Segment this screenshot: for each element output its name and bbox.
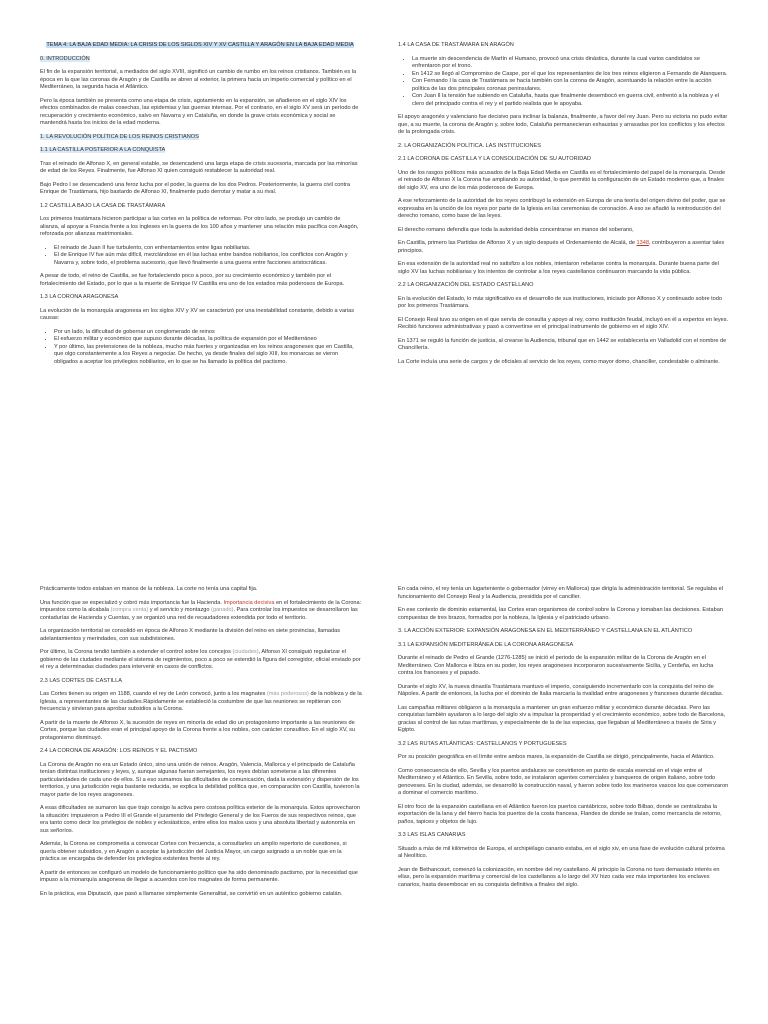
heading-s32: 3.2 LAS RUTAS ATLÁNTICAS: CASTELLANOS Y PORTUGUESES — [398, 740, 567, 747]
heading-s2: 2. LA ORGANIZACIÓN POLÍTICA. LAS INSTITUCIONES — [398, 142, 541, 149]
paragraph: Tras el reinado de Alfonso X, en general estable, se desencadenó una larga etapa de crisis sucesoria, marcada por las minorías de edad de los Reyes. Finalmente, fue Alfonso XI quien consiguió restablecer la autoridad real. — [40, 160, 358, 174]
paragraph: A partir de la muerte de Alfonso X, la sucesión de reyes en minoría de edad dio un protagonismo importante a las reuniones de Cortes, porque las ciudades eran el principal apoyo de la Corona frente a los nobles, con carácter consultivo. En el siglo XV, su protagonismo disminuyó. — [40, 719, 356, 741]
heading-s11: 1.1 LA CASTILLA POSTERIOR A LA CONQUISTA — [40, 147, 166, 153]
paragraph: Además, la Corona se comprometía a convocar Cortes con frecuencia, a consultarles un amplio repertorio de cuestiones, si quería obtener subsidios, y en Aragón a aceptar la jurisdicción del Justicia Mayor, un cargo asignado a un noble que en la práctica se encargaba de defender los privilegios existentes frente al rey. — [40, 841, 347, 862]
paragraph: En la evolución del Estado, lo más significativo es el desarrollo de sus instituciones, iniciado por Alfonso X y continuado sobre todo por los primeros Trastámara. — [398, 295, 723, 309]
heading-s33: 3.3 LAS ISLAS CANARIAS — [398, 832, 466, 838]
paragraph: Por su posición geográfica en el límite entre ambos mares, la expansión de Castilla se dirigió, principalmente, hacia el Atlántico. — [398, 754, 715, 760]
heading-s1: 1. LA REVOLUCIÓN POLÍTICA DE LOS REINOS CRISTIANOS — [40, 133, 199, 140]
paragraph: Los primeros trastámara hicieron participar a las cortes en la política de reformas. Por otro lado, se produjo un cambio de alianza, al apoyar a Francia frente a los ingleses en la guerra de los 100 años y mantener una relación más pacífica con Aragón, reforzada por alianzas matrimoniales. — [40, 216, 359, 237]
paragraph: La organización territorial se consolidó en época de Alfonso X mediante la división del reino en siete provincias, llamadas adelantamientos y merindades, con sus subdivisiones. — [40, 628, 341, 642]
doc-title: TEMA 4: LA BAJA EDAD MEDIA: LA CRISIS DE LOS SIGLOS XIV Y XV CASTILLA Y ARAGÓN EN LA BAJA EDAD MEDIA — [46, 42, 354, 48]
paragraph: En la práctica, esa Diputació, que pasó a llamarse simplemente Generalitat, se convirtió en un auténtico gobierno catalán. — [40, 890, 343, 897]
list-item: • En 1412 se llegó al Compromiso de Caspe, por el que los representantes de los tres reinos eligieron a Fernando de Atanquera. — [412, 71, 730, 79]
paragraph: En esa extensión de la autoridad real no satisfizo a los nobles, intentaron rebelarse contra la monarquía. Durante buena parte del siglo XV las luchas nobiliarias y los intentos de controlar a los reyes castellanos continuaron marcando la vida pública. — [398, 261, 719, 275]
column-bottom-left — [40, 586, 362, 904]
list — [54, 329, 360, 367]
list-item: • Y por último, las pretensiones de la nobleza, mucho más fuertes y organizadas en los reinos aragoneses que en Castilla, que olgo constantemente a los Reyes a negociar. De hecho, ya desde finales del siglo XIII, los monarcas se vieron obligados a aceptar los privilegios nobiliarios, en lo que se ha llamado la política del pactismo. — [54, 344, 360, 367]
paragraph: El otro foco de la expansión castellana en el Atlántico fueron los puertos cantábricos, sobre todo Bilbao, donde se centralizaba la exportación de la lana y del hierro hacia los puertos de la costa francesa, Flandes de donde se traían, como mercancía de retorno, paños, tapices y objetos de lujo. — [398, 803, 722, 825]
column-bottom-right — [398, 586, 730, 895]
heading-s3: 3. LA ACCIÓN EXTERIOR: EXPANSIÓN ARAGONESA EN EL MEDITERRÁNEO Y CASTELLANA EN EL ATLÁNTICO — [398, 628, 693, 634]
note: (más poderosos) — [266, 691, 309, 697]
heading-intro: 0. INTRODUCCIÓN — [40, 55, 90, 62]
heading-s23: 2.3 LAS CORTES DE CASTILLA — [40, 677, 122, 684]
heading-s24: 2.4 LA CORONA DE ARAGÓN: LOS REINOS Y EL PACTISMO — [40, 748, 198, 754]
paragraph: Jean de Bethancourt, comenzó la colonización, en nombre del rey castellano. Al principio la Corona no tuvo demasiado interés en ellas, pero la expansión marítima y comercial de los castellanos a lo largo del XV hizo cada vez más importantes los enclaves canarios, hasta desembocar en su conquista definitiva a finales del siglo. — [398, 866, 720, 888]
paragraph: Durante el siglo XV, la nueva dinastía Trastámara mantuvo el imperio, consiguiendo incrementarlo con la conquista del reino de Nápoles. A partir de entonces, la lucha por el dominio de Italia marcaría la rivalidad entre aragoneses y franceses durante décadas. — [398, 683, 724, 697]
paragraph: Situado a más de mil kilómetros de Europa, el archipiélago canario estaba, en el siglo xiv, en una fase de evolución cultural próxima al Neolítico. — [398, 845, 725, 859]
paragraph: Bajo Pedro I se desencadenó una feroz lucha por el poder, la guerra de los dos Pedros. Posteriormente, la guerra civil contra Enrique de Trastámara, hijo bastardo de Alfonso XI, finalmente pudo derrotar y matar a su rival. — [40, 181, 351, 195]
list-item: • El reinado de Juan II fue turbulento, con enfrentamientos entre ligas nobiliarias. — [54, 245, 360, 253]
list — [54, 245, 360, 268]
heading-s22: 2.2 LA ORGANIZACIÓN DEL ESTADO CASTELLANO — [398, 282, 534, 288]
list-item: • La muerte sin descendencia de Martín el Humano, provocó una crisis dinástica, durante la cual varios candidatos se enfrentaron por el trono. — [412, 56, 730, 71]
paragraph: El Consejo Real tuvo su origen en el que servía de consulta y apoyo al rey, como institución feudal, incluyó en él a expertos en leyes. Recibió funciones administrativas y pasó a convertirse en el principal instrumento de gobierno en el siglo XIV. — [398, 316, 729, 330]
column-top-right — [398, 42, 730, 372]
paragraph: A pesar de todo, el reino de Castilla, se fue fortaleciendo poco a poco, por su crecimiento económico y también por el fortalecimiento del Estado, por lo que a la muerte de Enrique IV Castilla era uno de los estados más poderosos de Europa. — [40, 273, 345, 287]
paragraph: En Castilla, primero las Partidas de Alfonso X y un siglo después el Ordenamiento de Alcalá, de 1348, contribuyeron a asentar tales principios. — [398, 240, 725, 254]
paragraph: El derecho romano defendía que toda la autoridad debía concentrarse en manos del soberano, — [398, 226, 634, 233]
heading-s12: 1.2 CASTILLA BAJO LA CASA DE TRASTÁMARA — [40, 202, 166, 209]
paragraph: Las campañas militares obligaron a la monarquía a mantener un gran esfuerzo militar y económico durante décadas. Pero las conquistas también ayudaron a lo largo del siglo xiv a impulsar la prosperidad y el crecimiento económico, sobre todo de Barcelona, gracias al control de las rutas marítimas, y especialmente de la de las especias, que llegaban al Mediterráneo a través de Siria y Egipto. — [398, 704, 726, 733]
list-item: • Con Fernando I la casa de Trastámara se hacía también con la corona de Aragón, acentuando la relación entre la acción política de las dos principales coronas peninsulares. — [412, 78, 730, 93]
paragraph: Como consecuencia de ello, Sevilla y los puertos andaluces se convirtieron en punto de escala esencial en el viaje entre el Mediterráneo y el Atlántico. En Sevilla, sobre todo, se instalaron agentes comerciales y banqueros de origen italiano, sobre todo genoveses. En la ciudad, además, se desarrolló la construcción naval, y fueron sobre todo los marineros vascos los que comenzaron a dominar el comercio marítimo. — [398, 767, 729, 796]
note: (ciudades) — [232, 649, 259, 655]
paragraph: Una función que se especializó y cobró más importancia fue la Hacienda. Importancia decisiva en el fortalecimiento de la Corona: impuestos como la alcabala (compra venta) y el servicio y montazgo (ganado). Para controlar los impuestos se desarrollaron las contadurías de Hacienda y Cuentas, y se organizó una red de recaudadores extendida por todo el territorio. — [40, 599, 362, 621]
heading-s21: 2.1 LA CORONA DE CASTILLA Y LA CONSOLIDACIÓN DE SU AUTORIDAD — [398, 156, 592, 162]
list-item: • El de Enrique IV fue aún más difícil, mezclándose en él las luchas entre bandos nobiliarios, los conflictos con Aragón y Navarra y, sobre todo, el problema sucesorio, que llevó finalmente a una guerra entre facciones aristocráticas. — [54, 252, 360, 267]
note: (compra venta) — [110, 607, 149, 613]
heading-s13: 1.3 LA CORONA ARAGONESA — [40, 294, 119, 300]
paragraph: En 1371 se reguló la función de justicia, al crearse la Audiencia, tribunal que en 1442 se establecería en Valladolid con el nombre de Chancillería. — [398, 337, 727, 351]
paragraph: En ese contexto de dominio estamental, las Cortes eran organismos de control sobre la Corona y tomaban las decisiones. Estaban compuestas de tres brazos, formados por la nobleza, la Iglesia y el patriciado urbano. — [398, 607, 723, 621]
heading-s14: 1.4 LA CASA DE TRASTÁMARA EN ARAGÓN — [398, 42, 514, 48]
list-item: • Por un lado, la dificultad de gobernar un conglomerado de reinos — [54, 329, 360, 337]
note: (ganado) — [211, 607, 234, 613]
list — [412, 56, 730, 109]
paragraph: A ese reforzamiento de la autoridad de los reyes contribuyó la extensión en Europa de una teoría del origen divino del poder, que se expresaba en la unción de los reyes por parte de la Iglesia en las ceremonias de coronación. A eso se añadió la reintroducción del derecho romano, como base de las leyes. — [398, 198, 726, 219]
list-item: • Con Juan II la tensión fue subiendo en Cataluña, hasta que finalmente desembocó en guerra civil, enfrentó a la nobleza y el clero del principado contra el rey y el partido realista que le apoyaba. — [412, 93, 730, 108]
paragraph: Uno de los rasgos políticos más acusados de la Baja Edad Media en Castilla es el fortalecimiento del papel de la monarquía. Desde el reinado de Alfonso X la Corona fue ampliando su autoridad, lo que permitió la configuración de un Estado moderno que, a finales del siglo XV, era uno de los más poderosos de Europa. — [398, 169, 726, 191]
heading-s31: 3.1 LA EXPANSIÓN MEDITERRÁNEA DE LA CORONA ARAGONESA — [398, 641, 574, 648]
paragraph: Durante el reinado de Pedro el Grande (1276-1285) se inició el periodo de la expansión militar de la Corona de Aragón en el Mediterráneo. Con Mallorca e Ibiza en su poder, los reyes aragoneses incorporaron sucesivamente Sicilia, y Cerdeña, en lucha contra los franceses y el papado. — [398, 655, 714, 676]
paragraph: La evolución de la monarquía aragonesa en los siglos XIV y XV se caracterizó por una inestabilidad constante, debido a varias causas: — [40, 307, 355, 321]
paragraph: A esas dificultades se sumaron las que trajo consigo la activa pero costosa política exterior de la monarquía. Estos aprovecharon la situación: impusieron a Pedro III el Grande el juramento del Privilegio General y de los Fueros de sus respectivos reinos, que era tanto como decir los privilegios de nobles y eclesiásticos, entre ellos los malos usos y una absoluta libertad y autonomía en sus señoríos. — [40, 805, 360, 834]
paragraph: Las Cortes tienen su origen en 1188, cuando el rey de León convocó, junto a los magnates (más poderosos) de la nobleza y de la Iglesia, a representantes de las ciudades.Rápidamente se estableció la costumbre de que las reuniones se repitieran con frecuencia y sirvieran para aprobar subsidios a la Corona. — [40, 691, 362, 712]
paragraph: La Corte incluía una serie de cargos y de oficiales al servicio de los reyes, como mayor domo, chanciller, condestable o almirante. — [398, 358, 720, 365]
paragraph: El apoyo aragonés y valenciano fue decisivo para inclinar la balanza, finalmente, a favor del rey Juan. Pero su victoria no pudo evitar que, a su muerte, la corona de Aragón y, sobre todo, Cataluña permanecieran exhaustas y arrasadas por los conflictos y los efectos de la prolongada crisis. — [398, 114, 728, 135]
year-link[interactable]: 1348 — [636, 240, 649, 246]
paragraph: La Corona de Aragón no era un Estado único, sino una unión de reinos. Aragón, Valencia, Mallorca y el principado de Cataluña tenían distintas instituciones y leyes, y, aunque algunas fueran semejantes, los reyes debían someterse a las diferentes particularidades de cada uno de ellos. Sí a eso sumamos las dificultades de comunicación, dada la extensión y dispersión de los territorios, y una jurisdicción regia bastante reducida, se explica la debilidad política que, en comparación con Castilla, tuvieron la mayor parte de los reyes aragoneses. — [40, 761, 360, 798]
paragraph: Prácticamente todos estaban en manos de la nobleza. La corte no tenía una capital fija. — [40, 586, 258, 592]
column-top-left — [40, 42, 360, 372]
highlight-red: Importancia decisiva — [223, 599, 275, 606]
paragraph: A partir de entonces se configuró un modelo de funcionamiento político que ha sido denominado pactismo, por la necesidad que impuso a la monarquía aragonesa de llegar a acuerdos con los magnates de forma permanente. — [40, 869, 358, 883]
paragraph: Pero la época también se presenta como una etapa de crisis, agotamiento en la expansión, se añadieron en el siglo XIV los efectos combinados de malas cosechas, las epidemias y las guerras internas. Por el contrario, en el siglo XV será un período de recuperación y crecimiento económico, salvo en Navarra y en Cataluña, en donde la grave crisis económica y social se mantendrá hasta los inicios de la edad moderna. — [40, 97, 359, 126]
list-item: • El esfuerzo militar y económico que supuso durante décadas, la política de expansión por el Mediterráneo — [54, 336, 360, 344]
paragraph: En cada reino, el rey tenía un lugarteniente o gobernador (virrey en Mallorca) que dirigía la administración territorial. Se regulaba el funcionamiento del Consejo Real y la Audiencia, presidida por el canciller. — [398, 586, 723, 600]
paragraph: Por último, la Corona tendió también a extender el control sobre los concejos (ciudades), Alfonso XI consiguió regularizar el gobierno de las ciudades mediante el sistema de regimientos, poco a poco se extendió la figura del corregidor, oficial enviado por el rey a determinadas ciudades para intervenir en casos de conflictos. — [40, 649, 361, 670]
paragraph: El fin de la expansión territorial, a mediados del siglo XVIII, significó un cambio de rumbo en los reinos cristianos. También es la época en la que las coronas de Aragón y de Castilla se abren al exterior, la primera hacia un imperio comercial y político en el Mediterráneo, la segunda hacia el Atlántico. — [40, 69, 357, 90]
